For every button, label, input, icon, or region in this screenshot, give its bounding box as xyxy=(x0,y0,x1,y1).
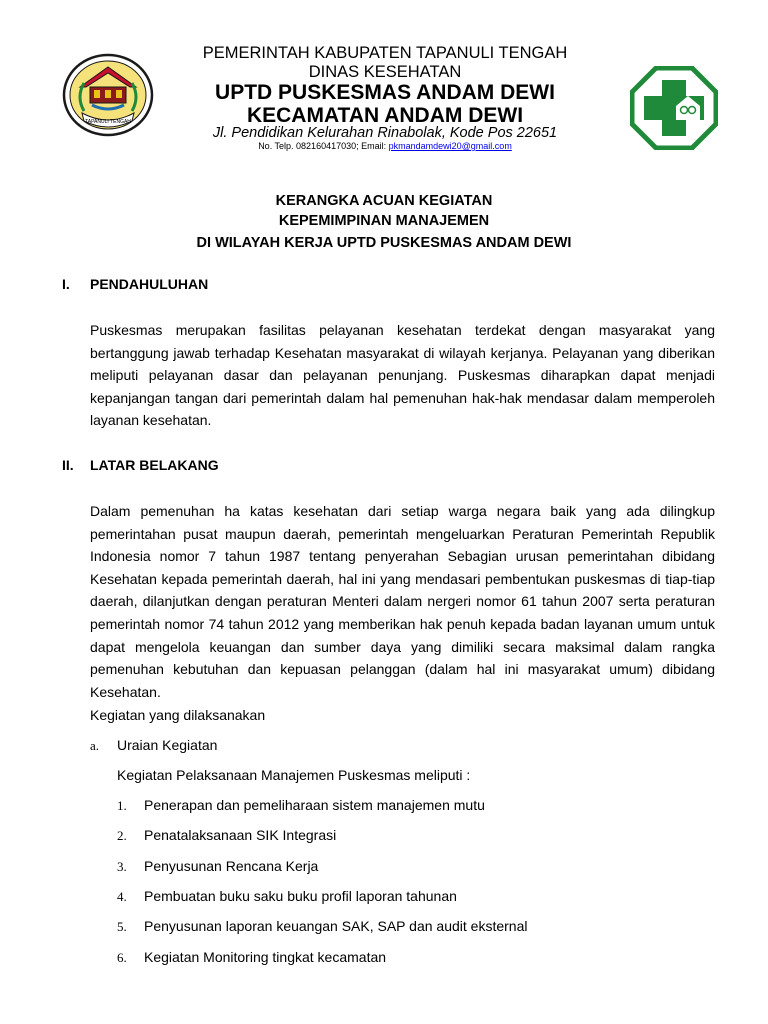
letterhead-government: PEMERINTAH KABUPATEN TAPANULI TENGAH xyxy=(202,44,568,62)
list-item-number: 1. xyxy=(117,798,127,813)
list-item-number: 2. xyxy=(117,828,127,843)
puskesmas-logo xyxy=(630,66,718,150)
sub-heading-activity-description: Uraian Kegiatan xyxy=(117,737,218,753)
section-number: II. xyxy=(62,457,74,473)
regency-emblem-logo xyxy=(62,53,154,137)
background-paragraph: Dalam pemenuhan ha katas kesehatan dari setiap warga negara baik yang ada dilingkup pemerintahan pusat maupun daerah, pemerintah mengeluarkan Peraturan Pemerintah Republik Indonesia nomor 7 tahun 1987 tentang penyerahan Sebagian urusan pemerintahan dibidang Kesehatan kepada pemerintah daerah, hal ini yang mendasari pembentukan puskesmas di tiap-tiap daerah, dilanjutkan dengan peraturan Menteri dalam nergeri nomor 61 tahun 2007 serta peraturan pemerintah nomor 74 tahun 2012 yang memberikan hak penuh kepada badan layanan umum untuk dapat mengelola keuangan dan sumber daya yang dimiliki secara maksimal dalam rangka pemenuhan kebutuhan dan kepuasan pelanggan (dalam hal ini masyarakat umum) dibidang Kesehatan. xyxy=(90,503,715,700)
contact-prefix: No. Telp. 082160417030; Email: xyxy=(258,141,389,151)
section-title: PENDAHULUHAN xyxy=(90,276,209,292)
list-item: Pembuatan buku saku buku profil laporan tahunan xyxy=(144,888,457,904)
section-number: I. xyxy=(62,276,70,292)
email-link[interactable]: pkmandamdewi20@gmail.com xyxy=(388,141,512,151)
sub-list-marker: a. xyxy=(90,738,100,753)
letterhead-address: Jl. Pendidikan Kelurahan Rinabolak, Kode Pos 22651 xyxy=(212,125,558,141)
letterhead-institution: UPTD PUSKESMAS ANDAM DEWI xyxy=(215,81,555,104)
list-item-number: 5. xyxy=(117,919,127,934)
list-item-number: 3. xyxy=(117,859,127,874)
document-title-line-3: DI WILAYAH KERJA UPTD PUSKESMAS ANDAM DEWI xyxy=(196,235,572,251)
document-title-line-2: KEPEMIMPINAN MANAJEMEN xyxy=(278,213,490,229)
list-item: Penatalaksanaan SIK Integrasi xyxy=(144,827,337,843)
list-item: Penyusunan laporan keuangan SAK, SAP dan audit eksternal xyxy=(144,918,528,934)
list-item: Penerapan dan pemeliharaan sistem manajemen mutu xyxy=(144,797,485,813)
letterhead-department: DINAS KESEHATAN xyxy=(308,63,462,81)
activities-intro: Kegiatan yang dilaksanakan xyxy=(90,707,266,723)
list-item-number: 4. xyxy=(117,889,127,904)
emblem-banner-text: TAPANULI TENGAH xyxy=(85,119,131,125)
letterhead-district: KECAMATAN ANDAM DEWI xyxy=(246,104,524,127)
list-item: Kegiatan Monitoring tingkat kecamatan xyxy=(144,949,387,965)
introduction-paragraph: Puskesmas merupakan fasilitas pelayanan kesehatan terdekat dengan masyarakat yang bertanggung jawab terhadap Kesehatan masyarakat di wilayah kerjanya. Pelayanan yang diberikan meliputi pelayanan dasar dan pelayanan penunjang. Puskesmas diharapkan dapat menjadi kepanjangan tangan dari pemerintah dalam hal pemenuhan hak-hak mendasar dalam memperoleh layanan kesehatan. xyxy=(90,322,715,429)
list-item-number: 6. xyxy=(117,950,127,965)
section-title: LATAR BELAKANG xyxy=(90,457,219,473)
list-item: Penyusunan Rencana Kerja xyxy=(144,858,319,874)
letterhead-contact xyxy=(150,141,620,151)
document-title-line-1: KERANGKA ACUAN KEGIATAN xyxy=(275,193,493,209)
activities-list-intro: Kegiatan Pelaksanaan Manajemen Puskesmas meliputi : xyxy=(117,767,471,783)
